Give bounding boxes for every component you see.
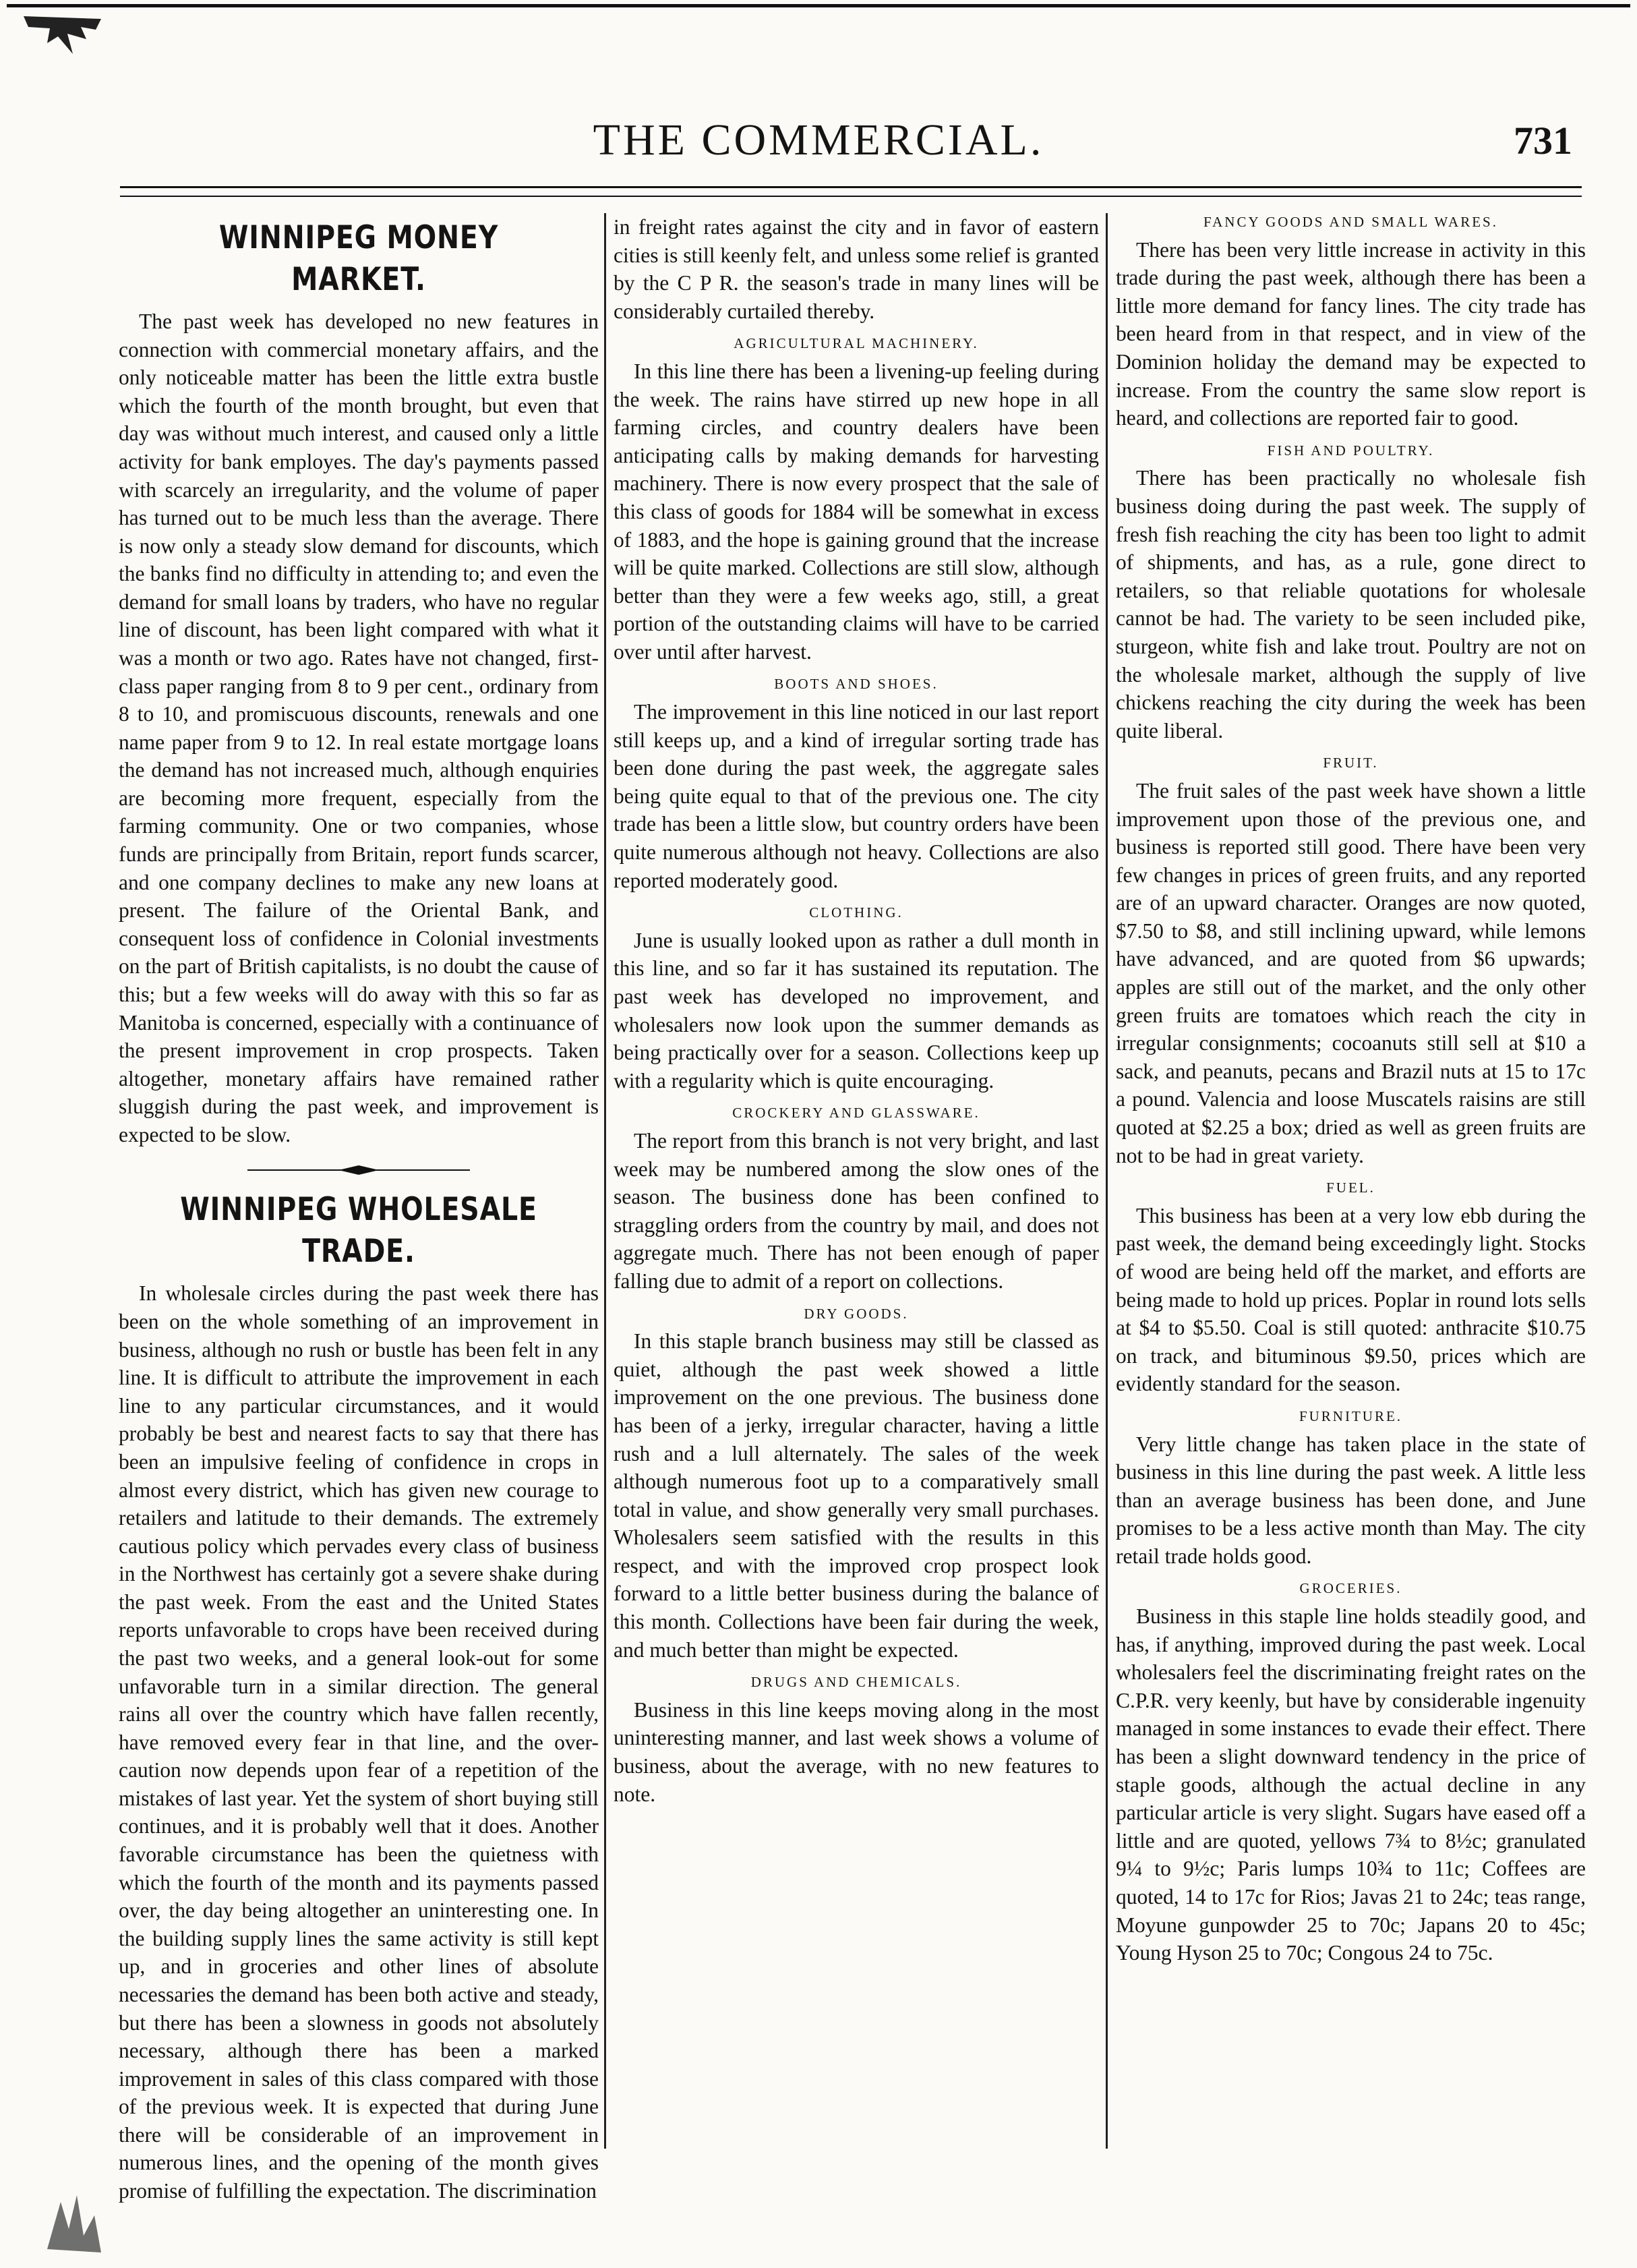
section-heading-crockery-and-glassware: CROCKERY AND GLASSWARE.	[732, 1105, 980, 1122]
column-3	[1116, 213, 1586, 1967]
column-2	[614, 213, 1099, 1808]
section-heading-fuel: FUEL.	[1326, 1180, 1375, 1196]
section-text-crockery-and-glassware: The report from this branch is not very bright, and last week may be numbered among the slow ones of the season. The business done has been confined to straggling orders from the country by mail, and does not aggregate much. There has not been enough of paper falling due to admit of a report on collections.	[614, 1129, 1099, 1293]
section-heading-fruit: FRUIT.	[1323, 755, 1379, 772]
page-number: 731	[1514, 119, 1572, 163]
article-title-money-market: WINNIPEG MONEY MARKET.	[218, 219, 499, 299]
article-paragraph-wholesale-trade: In wholesale circles during the past week there has been on the whole something of an improvement in business, although no rush or bustle has been felt in any line. It is difficult to attribute the improvement in each line to any particular circumstances, and it would probably be best and nearest facts to say that there has been an impulsive feeling of confidence in crops in almost every district, which has given new courage to retailers and latitude to their demands. The extremely cautious policy which pervades every class of business in the Northwest has certainly got a severe shake during the past week. From the east and the United States reports unfavorable to crops have been received during the past two weeks, and a general look-out for some unfavorable turn in a similar direction. The general rains all over the country which have fallen recently, have removed every fear in that line, and the over-caution now depends upon fear of a repetition of the mistakes of last year. Yet the system of short buying still continues, and it is probably well that it does. Another favorable circumstance has been the quietness with which the fourth of the month and its payments passed over, the day being altogether an uninteresting one. In the building supply lines the same activity is still kept up, and in groceries and other lines of absolute necessaries the demand has been both active and steady, but there has been a slowness in goods not absolutely necessary, although there has been a marked improvement in sales of this class compared with those of the previous week. It is expected that during June there will be considerable of an improvement in numerous lines, and the opening of the month gives promise of fulfilling the expectation. The discrimination	[119, 1281, 599, 2203]
top-border-rule	[7, 4, 1630, 7]
section-text-clothing: June is usually looked upon as rather a dull month in this line, and so far it has sustained its reputation. The past week has developed no improvement, and wholesalers now look upon the summer demands as being practically over for a season. Collections keep up with a regularity which is quite encouraging.	[614, 928, 1099, 1093]
section-heading-boots-and-shoes: BOOTS AND SHOES.	[774, 676, 939, 693]
masthead-rule-lower	[120, 196, 1582, 197]
section-heading-agricultural-machinery: AGRICULTURAL MACHINERY.	[734, 335, 979, 352]
ink-smudge-bottom-left	[34, 2188, 108, 2256]
wholesale-trade-continued: in freight rates against the city and in favor of eastern cities is still keenly felt, and unless some relief is granted by the C P R. the season's trade in many lines will be considerably curtailed thereby.	[614, 215, 1099, 323]
column-1	[119, 213, 599, 2205]
section-text-fancy-goods: There has been very little increase in activity in this trade during the past week, although there has been a little more demand for fancy lines. The city trade has been heard from in that respect, and in view of the Dominion holiday the demand may be expected to increase. From the country the same slow report is heard, and collections are reported fair to good.	[1116, 237, 1586, 430]
section-text-fish-and-poultry: There has been practically no wholesale fish business doing during the past week. The supply of fresh fish reaching the city has been too light to admit of shipments, and has, as a rule, gone direct to retailers, so that reliable quotations for wholesale cannot be had. The variety to be seen included pike, sturgeon, white fish and lake trout. Poultry are not on the wholesale market, although the supply of live chickens reaching the city during the week has been quite liberal.	[1116, 466, 1586, 743]
section-heading-clothing: CLOTHING.	[809, 904, 903, 921]
masthead-rule-upper	[120, 186, 1582, 188]
section-text-fuel: This business has been at a very low ebb during the past week, the demand being exceedingly light. Stocks of wood are being held off the market, and efforts are being made to hold up prices. Poplar in round lots sells at $4 to $5.50. Coal is still quoted: anthracite $10.75 on track, and bituminous $9.50, prices which are evidently standard for the season.	[1116, 1203, 1586, 1396]
section-divider-ornament	[247, 1163, 470, 1177]
section-text-furniture: Very little change has taken place in the state of business in this line during the past week. A little less than an average business has been done, and June promises to be a less active month than May. The city retail trade holds good.	[1116, 1432, 1586, 1568]
article-title-wholesale-trade: WINNIPEG WHOLESALE TRADE.	[180, 1191, 537, 1271]
section-heading-drugs-and-chemicals: DRUGS AND CHEMICALS.	[750, 1674, 962, 1691]
section-heading-dry-goods: DRY GOODS.	[804, 1305, 909, 1322]
section-text-groceries: Business in this staple line holds steadily good, and has, if anything, improved during the past week. Local wholesalers feel the discriminating freight rates on the C.P.R. very keenly, but have by considerable ingenuity managed in some instances to evade their effect. There has been a slight downward tendency in the price of staple goods, although the actual decline in any particular article is very slight. Sugars have eased off a little and are quoted, yellows 7¾ to 8½c; granulated 9¼ to 9½c; Paris lumps 10¾ to 11c; Coffees are quoted, 14 to 17c for Rios; Javas 21 to 24c; teas range, Moyune gunpowder 25 to 70c; Japans 20 to 45c; Young Hyson 25 to 70c; Congous 24 to 75c.	[1116, 1604, 1586, 1965]
section-text-dry-goods: In this staple branch business may still be classed as quiet, although the past week showed a little improvement on the one previous. The business done has been of a jerky, irregular character, having a little rush and a lull alternately. The sales of the week although numerous foot up to a comparatively small total in value, and show generally very small purchases. Wholesalers seem satisfied with the results in this respect, and with the improved crop prospect look forward to a little better business during the balance of this month. Collections have been fair during the week, and much better than might be expected.	[614, 1329, 1099, 1662]
section-heading-fish-and-poultry: FISH AND POULTRY.	[1267, 442, 1435, 459]
section-heading-furniture: FURNITURE.	[1299, 1407, 1403, 1424]
section-heading-fancy-goods: FANCY GOODS AND SMALL WARES.	[1203, 214, 1498, 230]
ink-blot-top-left	[20, 9, 108, 63]
section-text-boots-and-shoes: The improvement in this line noticed in our last report still keeps up, and a kind of irregular sorting trade has been done during the past week, the aggregate sales being quite equal to that of the previous one. The city trade has been a little slow, but country orders have been quite numerous although not heavy. Collections are also reported moderately good.	[614, 700, 1099, 892]
article-paragraph-money-market: The past week has developed no new features in connection with commercial monetary affairs, and the only noticeable matter has been the little extra bustle which the fourth of the month brought, but even that day was without much interest, and caused only a little activity for bank employes. The day's payments passed with scarcely an irregularity, and the volume of paper has turned out to be much less than the average. There is now only a steady slow demand for discounts, which the banks find no difficulty in attending to; and even the demand for small loans by traders, who have no regular line of discount, has been light compared with what it was a month or two ago. Rates have not changed, first-class paper ranging from 8 to 9 per cent., ordinary from 8 to 10, and promiscuous discounts, renewals and one name paper from 9 to 12. In real estate mortgage loans the demand has not increased much, although enquiries are becoming more frequent, especially from the farming community. One or two companies, whose funds are principally from Britain, report funds scarcer, and one company declines to make any new loans at present. The failure of the Oriental Bank, and consequent loss of confidence in Colonial investments on the part of British capitalists, is no doubt the cause of this; but a few weeks will do away with this so far as Manitoba is concerned, especially with a continuance of the present improvement in crop prospects. Taken altogether, monetary affairs have remained rather sluggish during the past week, and improvement is expected to be slow.	[119, 310, 599, 1146]
column-divider-2	[1106, 213, 1108, 2149]
column-divider-1	[604, 213, 606, 2149]
section-text-fruit: The fruit sales of the past week have shown a little improvement upon those of the previous one, and business is reported still good. There have been very few changes in prices of green fruits, and any reported are of an upward character. Oranges are now quoted, $7.50 to $8, and still inclining upward, while lemons have advanced, and are quoted from $6 upwards; apples are still out of the market, and the only other green fruits are tomatoes which reach the city in irregular consignments; cocoanuts still sell at $10 a sack, and peanuts, pecans and Brazil nuts at 15 to 17c a pound. Valencia and loose Muscatels raisins are still quoted at $2.25 a box; dried as well as green fruits are not to be had in great variety.	[1116, 778, 1586, 1167]
masthead-title: THE COMMERCIAL.	[593, 115, 1044, 165]
section-heading-groceries: GROCERIES.	[1299, 1580, 1402, 1597]
section-text-agricultural-machinery: In this line there has been a livening-up feeling during the week. The rains have stirred up new hope in all farming circles, and country dealers have been anticipating calls by making demands for harvesting machinery. There is now every prospect that the sale of this class of goods for 1884 will be somewhat in excess of 1883, and the hope is gaining ground that the increase will be quite marked. Collections are still slow, although better than they were a few weeks ago, still, a great portion of the outstanding claims will have to be carried over until after harvest.	[614, 359, 1099, 664]
section-text-drugs-and-chemicals: Business in this line keeps moving along in the most uninteresting manner, and last week shows a volume of business, about the average, with no new features to note.	[614, 1697, 1099, 1806]
